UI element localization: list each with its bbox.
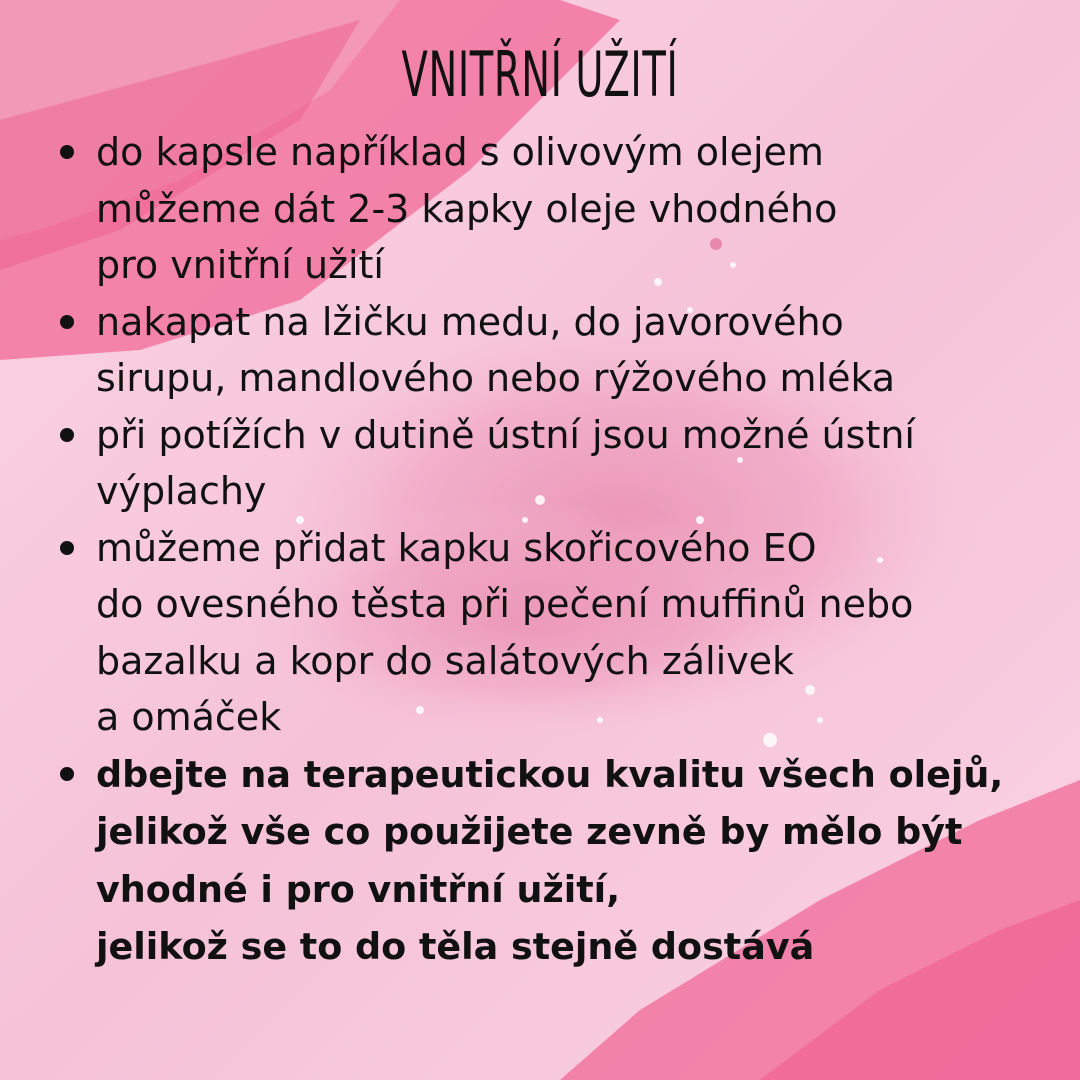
list-item-line: sirupu, mandlového nebo rýžového mléka xyxy=(96,356,896,400)
bullet-icon xyxy=(60,767,74,781)
list-item-line: můžeme přidat kapku skořicového EO xyxy=(96,525,817,570)
list-item-line: nakapat na lžičku medu, do javorového xyxy=(96,299,844,344)
usage-list xyxy=(60,124,1060,976)
list-item-line: jelikož se to do těla stejně dostává xyxy=(96,925,815,968)
bullet-icon xyxy=(60,315,74,329)
list-item-line: můžeme dát 2-3 kapky oleje vhodného xyxy=(96,186,838,231)
list-item-line: výplachy xyxy=(96,469,267,513)
list-item-line: při potížích v dutině ústní jsou možné ústní xyxy=(96,412,915,457)
bullet-icon xyxy=(60,541,74,555)
list-item-line: vhodné i pro vnitřní užití, xyxy=(96,867,621,911)
list-item-line: a omáček xyxy=(96,695,282,739)
list-item xyxy=(60,520,1060,746)
list-item xyxy=(60,407,1060,520)
list-item-line: dbejte na terapeutickou kvalitu všech olejů, xyxy=(96,752,1004,796)
page-title: VNITŘNÍ UŽITÍ xyxy=(401,38,679,111)
list-item-line: pro vnitřní užití xyxy=(96,243,384,287)
bullet-icon xyxy=(60,145,74,159)
list-item-line: bazalku a kopr do salátových zálivek xyxy=(96,638,795,683)
list-item-line: do ovesného těsta při pečení muffinů nebo xyxy=(96,582,914,626)
list-item xyxy=(60,124,1060,294)
list-item-important xyxy=(60,746,1060,976)
list-item xyxy=(60,294,1060,407)
bullet-icon xyxy=(60,428,74,442)
list-item-line: jelikož vše co použijete zevně by mělo být xyxy=(96,810,963,853)
list-item-line: do kapsle například s olivovým olejem xyxy=(96,130,824,174)
